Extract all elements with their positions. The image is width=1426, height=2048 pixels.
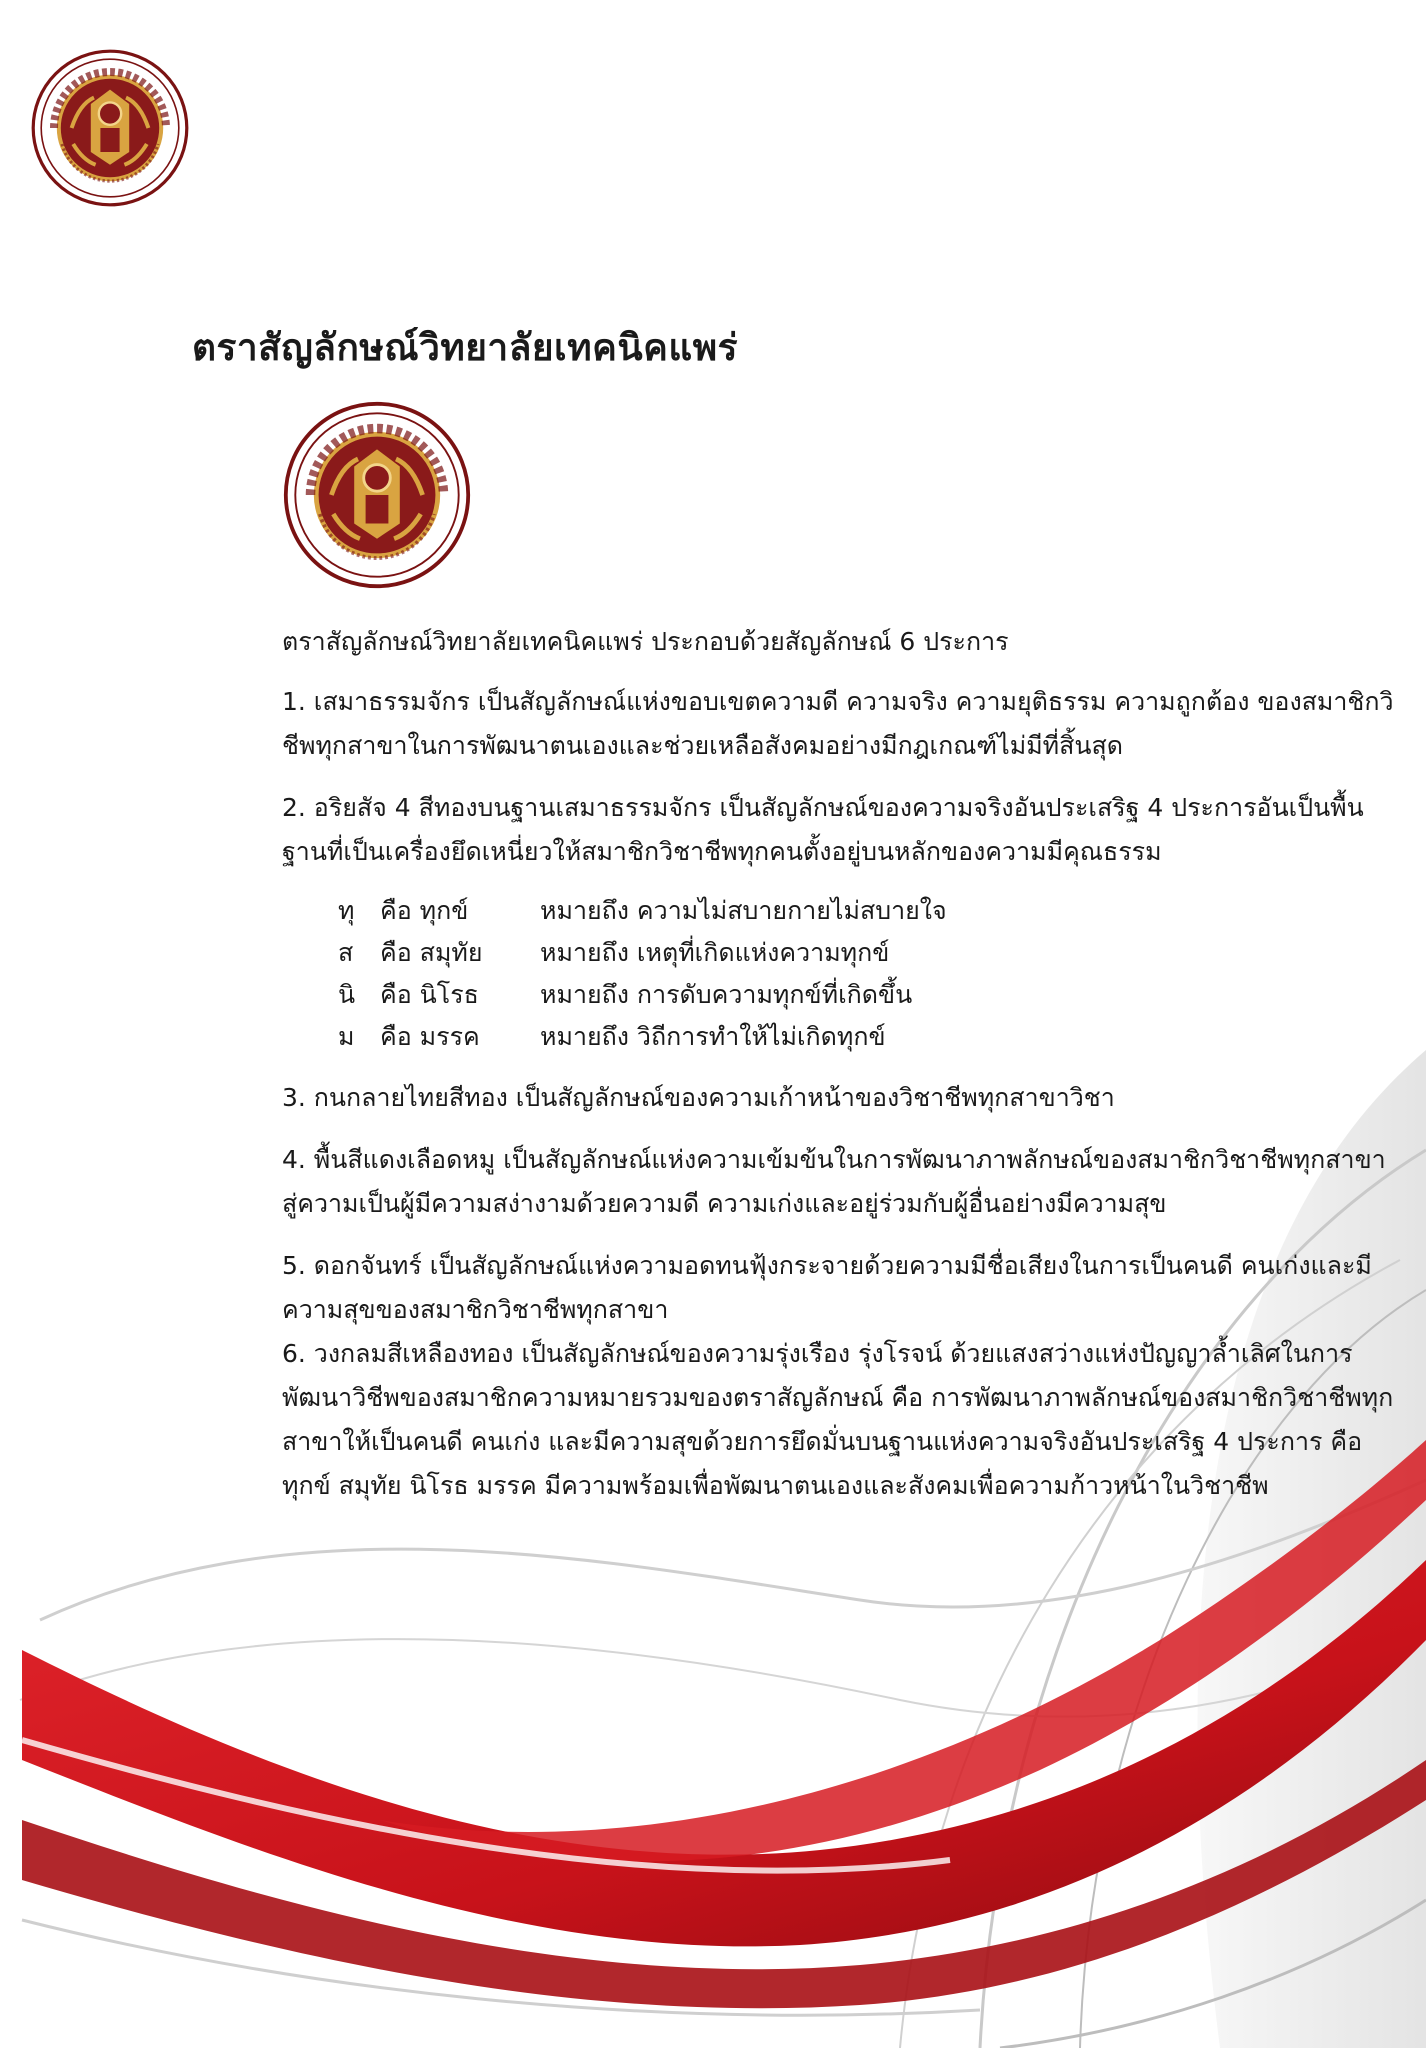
truth-letter: ส	[338, 938, 354, 967]
intro-text: ตราสัญลักษณ์วิทยาลัยเทคนิคแพร่ ประกอบด้วยสัญลักษณ์ 6 ประการ	[282, 627, 1009, 656]
college-emblem-icon	[282, 400, 472, 590]
college-logo-small	[30, 48, 190, 208]
truth-meaning: หมายถึง การดับความทุกข์ที่เกิดขึ้น	[540, 980, 913, 1009]
truth-meaning: หมายถึง ความไม่สบายกายไม่สบายใจ	[540, 896, 947, 925]
truth-row	[338, 890, 1402, 932]
truth-row	[338, 1016, 1402, 1058]
item-5: 5. ดอกจันทร์ เป็นสัญลักษณ์แห่งความอดทนฟุ้งกระจายด้วยความมีชื่อเสียงในการเป็นคนดี คนเก่งและมีความสุขของสมาชิกวิชาชีพทุกสาขา	[282, 1251, 1372, 1324]
item-1: 1. เสมาธรรมจักร เป็นสัญลักษณ์แห่งขอบเขตความดี ความจริง ความยุติธรรม ความถูกต้อง ของสมาชิกวิชีพทุกสาขาในการพัฒนาตนเองและช่วยเหลือสังคมอย่างมีกฎเกณฑ์ไม่มีที่สิ้นสุด	[282, 687, 1394, 760]
four-noble-truths-list	[338, 890, 1402, 1058]
truth-row	[338, 974, 1402, 1016]
item-3: 3. กนกลายไทยสีทอง เป็นสัญลักษณ์ของความเก้าหน้าของวิชาชีพทุกสาขาวิชา	[282, 1083, 1115, 1112]
truth-name: คือ มรรค	[380, 1022, 480, 1051]
symbol-description	[282, 620, 1402, 1526]
truth-name: คือ ทุกข์	[380, 896, 469, 925]
truth-letter: ทุ	[338, 896, 355, 925]
truth-name: คือ นิโรธ	[380, 980, 479, 1009]
truth-meaning: หมายถึง เหตุที่เกิดแห่งความทุกข์	[540, 938, 890, 967]
truth-name: คือ สมุทัย	[380, 938, 483, 967]
item-6: 6. วงกลมสีเหลืองทอง เป็นสัญลักษณ์ของความรุ่งเรือง รุ่งโรจน์ ด้วยแสงสว่างแห่งปัญญาล้ำเลิศในการพัฒนาวิชีพของสมาชิกความหมายรวมของตราสัญลักษณ์ คือ การพัฒนาภาพลักษณ์ของสมาชิกวิชาชีพทุกสาขาให้เป็นคนดี คนเก่ง และมีความสุขด้วยการยึดมั่นบนฐานแห่งความจริงอันประเสริฐ 4 ประการ คือ ทุกข์ สมุทัย นิโรธ มรรค มีความพร้อมเพื่อพัฒนาตนเองและสังคมเพื่อความก้าวหน้าในวิชาชีพ	[282, 1339, 1394, 1500]
college-logo-large	[282, 400, 472, 590]
truth-row	[338, 932, 1402, 974]
truth-meaning: หมายถึง วิถีการทำให้ไม่เกิดทุกข์	[540, 1022, 886, 1051]
item-4: 4. พื้นสีแดงเลือดหมู เป็นสัญลักษณ์แห่งความเข้มข้นในการพัฒนาภาพลักษณ์ของสมาชิกวิชาชีพทุกสาขา สู่ความเป็นผู้มีความสง่างามด้วยความดี ความเก่งและอยู่ร่วมกับผู้อื่นอย่างมีความสุข	[282, 1145, 1386, 1218]
college-seal-icon	[30, 48, 190, 208]
truth-letter: ม	[338, 1022, 355, 1051]
item-2: 2. อริยสัจ 4 สีทองบนฐานเสมาธรรมจักร เป็นสัญลักษณ์ของความจริงอันประเสริฐ 4 ประการอันเป็นพื้นฐานที่เป็นเครื่องยึดเหนี่ยวให้สมาชิกวิชาชีพทุกคนตั้งอยู่บนหลักของความมีคุณธรรม	[282, 793, 1364, 866]
page-title: ตราสัญลักษณ์วิทยาลัยเทคนิคแพร่	[192, 326, 738, 369]
truth-letter: นิ	[338, 980, 356, 1009]
